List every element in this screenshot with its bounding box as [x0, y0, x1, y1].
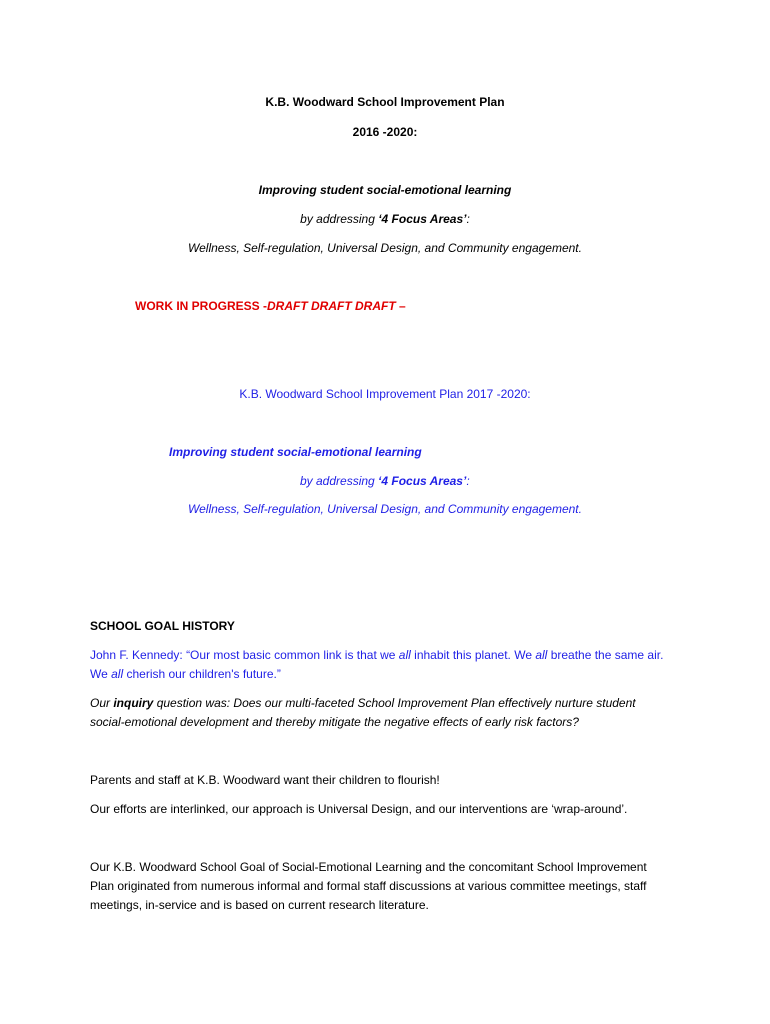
quote-text: breathe the same air. We	[90, 648, 664, 681]
paragraph-origin: Our K.B. Woodward School Goal of Social-Emotional Learning and the concomitant School Improvement Plan originated from numerous informal and formal staff discussions at various committee meetings, staff meetings, in-service and is based on current research literature.	[90, 860, 647, 912]
inquiry-question	[90, 694, 670, 732]
kennedy-quote	[90, 646, 670, 684]
revised-focus-areas-label: ‘4 Focus Areas’	[378, 474, 467, 488]
inquiry-keyword: inquiry	[113, 696, 154, 710]
inquiry-text: question was: Does our multi-faceted School Improvement Plan effectively nurture student social-emotional development and thereby mitigate the negative effects of early risk factors?	[90, 696, 636, 729]
plan-focus-intro	[0, 211, 770, 227]
inquiry-text: Our	[90, 696, 114, 710]
draft-text: DRAFT DRAFT DRAFT	[267, 299, 396, 313]
paragraph-interlinked: Our efforts are interlinked, our approach is Universal Design, and our interventions are ‘wrap-around’.	[90, 802, 628, 816]
quote-emphasis: all	[535, 648, 548, 662]
draft-notice	[135, 298, 406, 314]
addressing-prefix: by addressing	[300, 212, 379, 226]
draft-prefix: WORK IN PROGRESS -	[135, 299, 268, 313]
section-heading-school-goal-history: SCHOOL GOAL HISTORY	[90, 619, 235, 633]
quote-text: cherish our children's future.”	[123, 667, 281, 681]
revised-plan-focus-intro	[300, 473, 470, 489]
revised-focus-suffix: :	[466, 474, 470, 488]
revised-plan-title: K.B. Woodward School Improvement Plan 2017 -2020:	[239, 387, 531, 401]
quote-emphasis: all	[111, 667, 124, 681]
quote-text: John F. Kennedy: “Our most basic common link is that we	[90, 648, 399, 662]
plan-years: 2016 -2020:	[352, 125, 418, 139]
focus-areas-label: ‘4 Focus Areas’	[378, 212, 467, 226]
draft-suffix: –	[395, 299, 406, 313]
paragraph-flourish: Parents and staff at K.B. Woodward want their children to flourish!	[90, 773, 440, 787]
revised-plan-focus-list: Wellness, Self-regulation, Universal Design, and Community engagement.	[188, 502, 582, 516]
plan-subtitle: Improving student social-emotional learning	[258, 183, 512, 197]
plan-focus-list: Wellness, Self-regulation, Universal Design, and Community engagement.	[188, 241, 582, 255]
plan-title: K.B. Woodward School Improvement Plan	[265, 95, 505, 109]
revised-plan-subtitle: Improving student social-emotional learning	[169, 445, 422, 459]
quote-emphasis: all	[398, 648, 411, 662]
quote-text: inhabit this planet. We	[410, 648, 536, 662]
focus-suffix: :	[466, 212, 470, 226]
revised-addressing-prefix: by addressing	[300, 474, 379, 488]
